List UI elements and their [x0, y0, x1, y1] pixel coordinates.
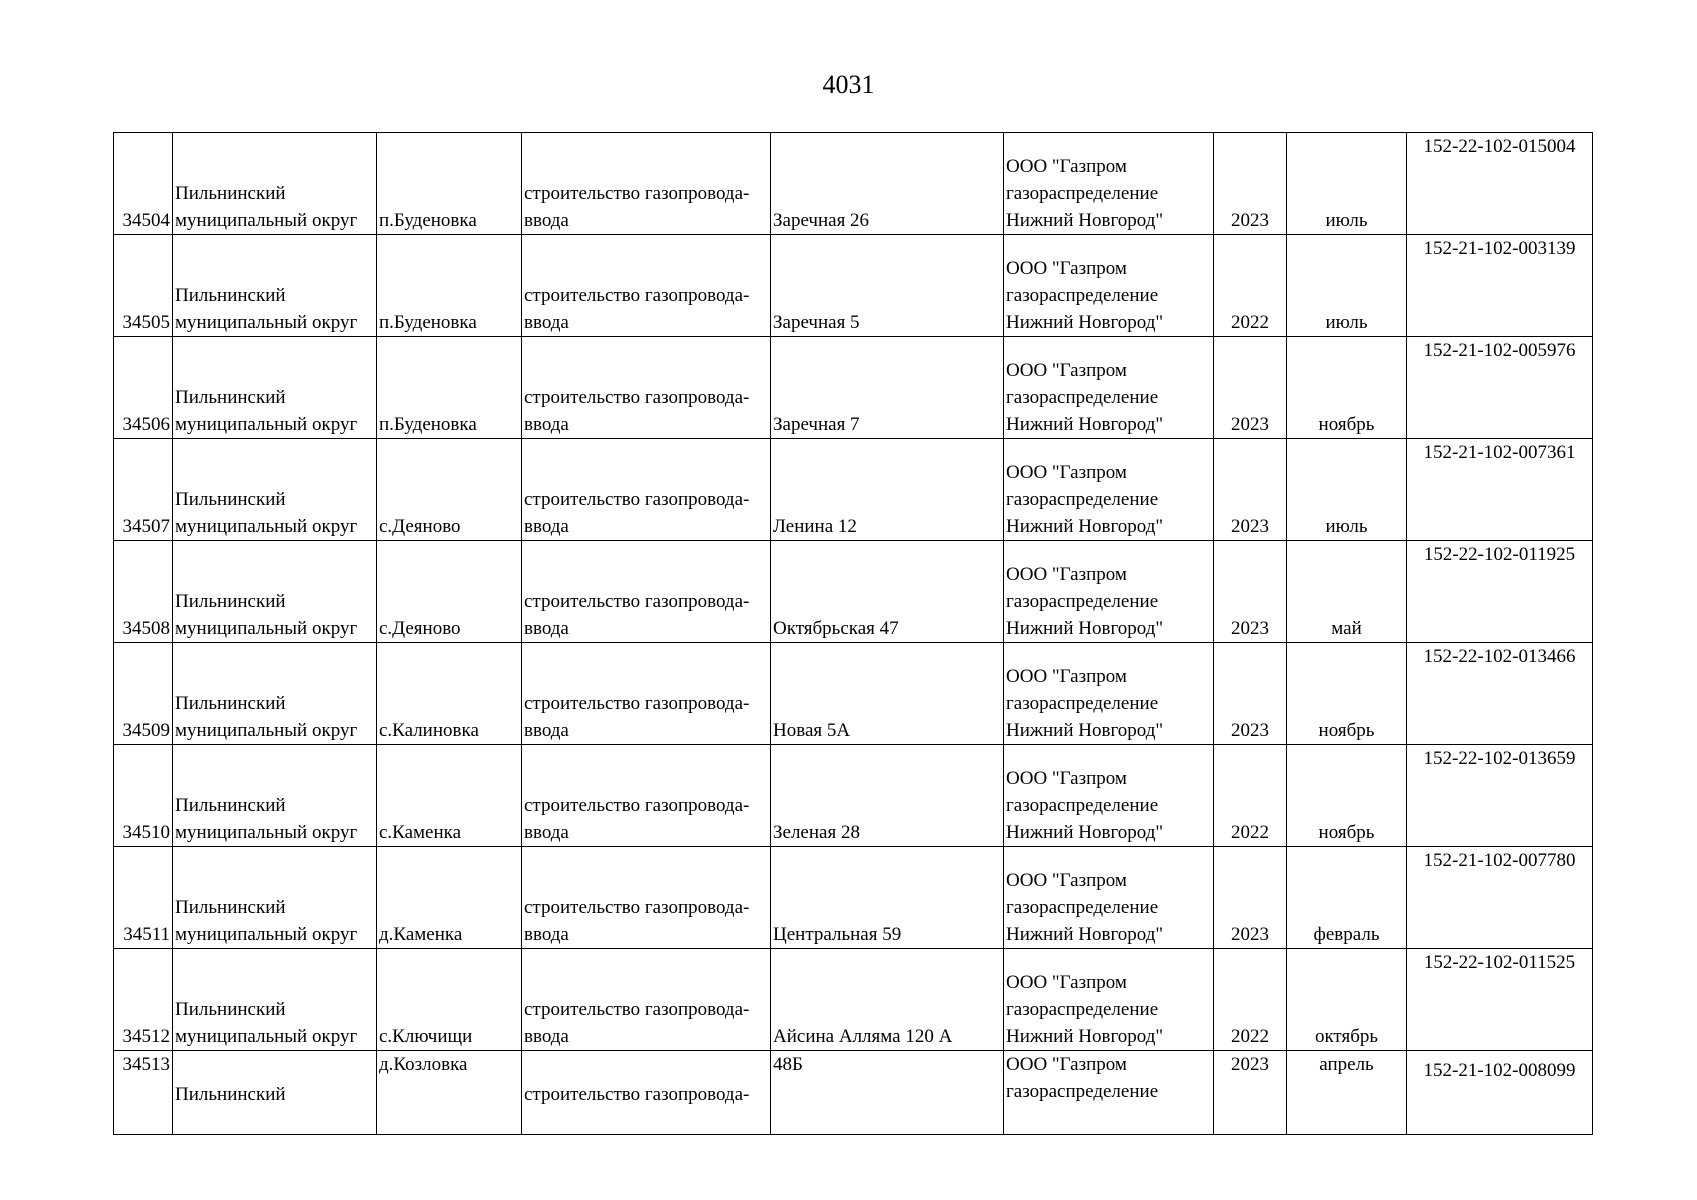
organization-line-3: Нижний Новгород" [1006, 822, 1164, 843]
organization-line-2: газораспределение [1006, 591, 1159, 612]
work-type-line-1: строительство газопровода- [524, 795, 750, 816]
code-cell [1407, 1051, 1593, 1135]
year-cell [1214, 643, 1287, 745]
code-cell [1407, 745, 1593, 847]
code-cell [1407, 949, 1593, 1051]
work-type-line-1: строительство газопровода- [524, 693, 750, 714]
address-cell [771, 337, 1004, 439]
work-type-cell [522, 847, 771, 949]
month-cell [1287, 439, 1407, 541]
row-number-cell [114, 133, 173, 235]
organization-cell [1004, 847, 1214, 949]
address: 48Б [773, 1054, 803, 1075]
address-cell [771, 1051, 1004, 1135]
address-cell [771, 847, 1004, 949]
row-number-cell [114, 1051, 173, 1135]
work-type-line-2: ввода [524, 312, 569, 333]
organization-line-2: газораспределение [1006, 897, 1159, 918]
address-cell [771, 745, 1004, 847]
work-type-line-1: строительство газопровода- [524, 387, 750, 408]
organization-cell [1004, 1051, 1214, 1135]
year-cell [1214, 439, 1287, 541]
organization-line-1: ООО "Газпром [1006, 666, 1127, 687]
month: февраль [1313, 924, 1380, 945]
work-type-cell [522, 337, 771, 439]
year-cell [1214, 745, 1287, 847]
table-body [114, 133, 1593, 1135]
organization-line-2: газораспределение [1006, 795, 1159, 816]
work-type-line-2: ввода [524, 414, 569, 435]
year: 2023 [1231, 414, 1269, 435]
district-line-2: муниципальный округ [175, 720, 358, 741]
settlement-cell [377, 745, 522, 847]
work-type-line-2: ввода [524, 720, 569, 741]
district-cell [173, 949, 377, 1051]
year: 2023 [1231, 210, 1269, 231]
settlement: д.Козловка [379, 1054, 468, 1075]
code-cell [1407, 541, 1593, 643]
month-cell [1287, 235, 1407, 337]
month-cell [1287, 949, 1407, 1051]
table-row [114, 133, 1593, 235]
district-line-2: муниципальный округ [175, 210, 358, 231]
month: апрель [1319, 1054, 1374, 1075]
table-row [114, 745, 1593, 847]
address: Заречная 5 [773, 312, 860, 333]
month-cell [1287, 133, 1407, 235]
district-line-1: Пильнинский [175, 999, 286, 1020]
table-row [114, 235, 1593, 337]
table-row [114, 1051, 1593, 1135]
organization-line-3: Нижний Новгород" [1006, 618, 1164, 639]
organization-line-2: газораспределение [1006, 285, 1159, 306]
row-number: 34507 [122, 516, 170, 537]
year-cell [1214, 847, 1287, 949]
registry-code: 152-22-102-013466 [1423, 646, 1576, 667]
code-cell [1407, 133, 1593, 235]
district-line-2: муниципальный округ [175, 924, 358, 945]
month-cell [1287, 541, 1407, 643]
district-cell [173, 1051, 377, 1135]
organization-line-3: Нижний Новгород" [1006, 720, 1164, 741]
settlement-cell [377, 439, 522, 541]
district-line-2: муниципальный округ [175, 1026, 358, 1047]
organization-cell [1004, 541, 1214, 643]
month-cell [1287, 745, 1407, 847]
code-cell [1407, 847, 1593, 949]
work-type-cell [522, 1051, 771, 1135]
work-type-cell [522, 439, 771, 541]
district-line-1: Пильнинский [175, 387, 286, 408]
registry-code: 152-21-102-003139 [1423, 238, 1576, 259]
organization-cell [1004, 235, 1214, 337]
table-row [114, 949, 1593, 1051]
work-type-line-1: строительство газопровода- [524, 285, 750, 306]
work-type-line-2: ввода [524, 516, 569, 537]
work-type-line-2: ввода [524, 1026, 569, 1047]
table-row [114, 337, 1593, 439]
year: 2023 [1231, 924, 1269, 945]
registry-code: 152-22-102-011925 [1423, 544, 1576, 565]
district-cell [173, 133, 377, 235]
district-cell [173, 337, 377, 439]
month-cell [1287, 847, 1407, 949]
district-line-2: муниципальный округ [175, 414, 358, 435]
address-cell [771, 949, 1004, 1051]
district-line-1: Пильнинский [175, 1084, 286, 1105]
address: Зеленая 28 [773, 822, 860, 843]
table-row [114, 439, 1593, 541]
month-cell [1287, 1051, 1407, 1135]
row-number: 34510 [122, 822, 170, 843]
month: май [1331, 618, 1362, 639]
district-line-1: Пильнинский [175, 489, 286, 510]
organization-cell [1004, 133, 1214, 235]
organization-line-1: ООО "Газпром [1006, 462, 1127, 483]
work-type-cell [522, 745, 771, 847]
organization-line-3: Нижний Новгород" [1006, 516, 1164, 537]
organization-cell [1004, 745, 1214, 847]
year-cell [1214, 541, 1287, 643]
settlement: с.Ключищи [379, 1026, 473, 1047]
settlement-cell [377, 133, 522, 235]
table-row [114, 847, 1593, 949]
row-number: 34511 [123, 924, 170, 945]
row-number: 34506 [122, 414, 170, 435]
district-line-1: Пильнинский [175, 285, 286, 306]
registry-code: 152-21-102-007780 [1423, 850, 1576, 871]
table-row [114, 643, 1593, 745]
work-type-cell [522, 133, 771, 235]
organization-line-2: газораспределение [1006, 183, 1159, 204]
month: октябрь [1314, 1026, 1379, 1047]
year: 2023 [1231, 516, 1269, 537]
year-cell [1214, 949, 1287, 1051]
district-line-2: муниципальный округ [175, 312, 358, 333]
organization-line-1: ООО "Газпром [1006, 258, 1127, 279]
code-cell [1407, 235, 1593, 337]
district-cell [173, 235, 377, 337]
settlement-cell [377, 949, 522, 1051]
organization-line-1: ООО "Газпром [1006, 156, 1127, 177]
work-type-cell [522, 949, 771, 1051]
year: 2022 [1231, 822, 1269, 843]
settlement: с.Каменка [379, 822, 462, 843]
organization-line-2: газораспределение [1006, 387, 1159, 408]
row-number-cell [114, 643, 173, 745]
row-number-cell [114, 541, 173, 643]
district-line-1: Пильнинский [175, 795, 286, 816]
year: 2023 [1231, 720, 1269, 741]
settlement-cell [377, 337, 522, 439]
address-cell [771, 541, 1004, 643]
settlement: п.Буденовка [379, 414, 477, 435]
organization-line-1: ООО "Газпром [1006, 972, 1127, 993]
district-line-2: муниципальный округ [175, 822, 358, 843]
row-number-cell [114, 949, 173, 1051]
address-cell [771, 235, 1004, 337]
organization-cell [1004, 439, 1214, 541]
address: Октябрьская 47 [773, 618, 899, 639]
registry-code: 152-22-102-011525 [1423, 952, 1576, 973]
year: 2022 [1231, 312, 1269, 333]
settlement-cell [377, 235, 522, 337]
work-type-line-1: строительство газопровода- [524, 999, 750, 1020]
work-type-cell [522, 541, 771, 643]
registry-code: 152-22-102-013659 [1423, 748, 1576, 769]
district-line-2: муниципальный округ [175, 618, 358, 639]
district-line-1: Пильнинский [175, 693, 286, 714]
organization-line-1: ООО "Газпром [1006, 564, 1127, 585]
organization-line-2: газораспределение [1006, 693, 1159, 714]
work-type-cell [522, 235, 771, 337]
district-cell [173, 847, 377, 949]
row-number: 34509 [122, 720, 170, 741]
row-number: 34504 [122, 210, 170, 231]
settlement: с.Деяново [379, 516, 461, 537]
month: ноябрь [1318, 414, 1375, 435]
address: Заречная 26 [773, 210, 870, 231]
organization-line-1: ООО "Газпром [1006, 1054, 1127, 1075]
year: 2022 [1231, 1026, 1269, 1047]
address-cell [771, 133, 1004, 235]
row-number: 34505 [122, 312, 170, 333]
work-type-line-1: строительство газопровода- [524, 1084, 750, 1105]
district-cell [173, 745, 377, 847]
address-cell [771, 439, 1004, 541]
district-line-2: муниципальный округ [175, 516, 358, 537]
code-cell [1407, 643, 1593, 745]
settlement-cell [377, 1051, 522, 1135]
month: июль [1325, 210, 1368, 231]
district-cell [173, 541, 377, 643]
code-cell [1407, 337, 1593, 439]
district-line-1: Пильнинский [175, 591, 286, 612]
address: Центральная 59 [773, 924, 902, 945]
organization-line-1: ООО "Газпром [1006, 360, 1127, 381]
month: ноябрь [1318, 822, 1375, 843]
organization-line-3: Нижний Новгород" [1006, 414, 1164, 435]
year-cell [1214, 1051, 1287, 1135]
address: Айсина Алляма 120 А [773, 1026, 953, 1047]
month: ноябрь [1318, 720, 1375, 741]
address: Заречная 7 [773, 414, 860, 435]
settlement: п.Буденовка [379, 210, 477, 231]
settlement-cell [377, 847, 522, 949]
row-number-cell [114, 847, 173, 949]
settlement-cell [377, 541, 522, 643]
work-type-line-2: ввода [524, 618, 569, 639]
work-type-line-2: ввода [524, 210, 569, 231]
month: июль [1325, 312, 1368, 333]
district-line-1: Пильнинский [175, 183, 286, 204]
table-row [114, 541, 1593, 643]
code-cell [1407, 439, 1593, 541]
organization-line-2: газораспределение [1006, 489, 1159, 510]
month-cell [1287, 643, 1407, 745]
row-number-cell [114, 337, 173, 439]
district-line-1: Пильнинский [175, 897, 286, 918]
year: 2023 [1231, 1054, 1269, 1075]
address: Новая 5А [773, 720, 851, 741]
settlement-cell [377, 643, 522, 745]
row-number: 34512 [122, 1026, 170, 1047]
month: июль [1325, 516, 1368, 537]
organization-line-3: Нижний Новгород" [1006, 1026, 1164, 1047]
organization-line-3: Нижний Новгород" [1006, 312, 1164, 333]
row-number: 34513 [122, 1054, 170, 1075]
organization-line-2: газораспределение [1006, 1081, 1159, 1102]
settlement: с.Деяново [379, 618, 461, 639]
registry-code: 152-21-102-008099 [1423, 1060, 1576, 1081]
organization-cell [1004, 949, 1214, 1051]
work-type-line-2: ввода [524, 924, 569, 945]
work-type-line-1: строительство газопровода- [524, 897, 750, 918]
district-cell [173, 643, 377, 745]
registry-code: 152-21-102-007361 [1423, 442, 1576, 463]
row-number-cell [114, 745, 173, 847]
year-cell [1214, 337, 1287, 439]
organization-line-3: Нижний Новгород" [1006, 210, 1164, 231]
page-number: 4031 [822, 70, 875, 99]
settlement: д.Каменка [379, 924, 463, 945]
organization-line-1: ООО "Газпром [1006, 870, 1127, 891]
organization-cell [1004, 643, 1214, 745]
work-type-line-1: строительство газопровода- [524, 591, 750, 612]
year-cell [1214, 133, 1287, 235]
year-cell [1214, 235, 1287, 337]
year: 2023 [1231, 618, 1269, 639]
work-type-line-1: строительство газопровода- [524, 489, 750, 510]
work-type-line-2: ввода [524, 822, 569, 843]
organization-line-2: газораспределение [1006, 999, 1159, 1020]
work-type-line-1: строительство газопровода- [524, 183, 750, 204]
row-number-cell [114, 235, 173, 337]
settlement: п.Буденовка [379, 312, 477, 333]
settlement: с.Калиновка [379, 720, 479, 741]
organization-line-1: ООО "Газпром [1006, 768, 1127, 789]
registry-code: 152-21-102-005976 [1423, 340, 1576, 361]
organization-cell [1004, 337, 1214, 439]
month-cell [1287, 337, 1407, 439]
work-type-cell [522, 643, 771, 745]
row-number: 34508 [122, 618, 170, 639]
row-number-cell [114, 439, 173, 541]
address: Ленина 12 [773, 516, 857, 537]
gasification-table [113, 132, 1593, 1135]
address-cell [771, 643, 1004, 745]
district-cell [173, 439, 377, 541]
registry-code: 152-22-102-015004 [1423, 136, 1576, 157]
organization-line-3: Нижний Новгород" [1006, 924, 1164, 945]
